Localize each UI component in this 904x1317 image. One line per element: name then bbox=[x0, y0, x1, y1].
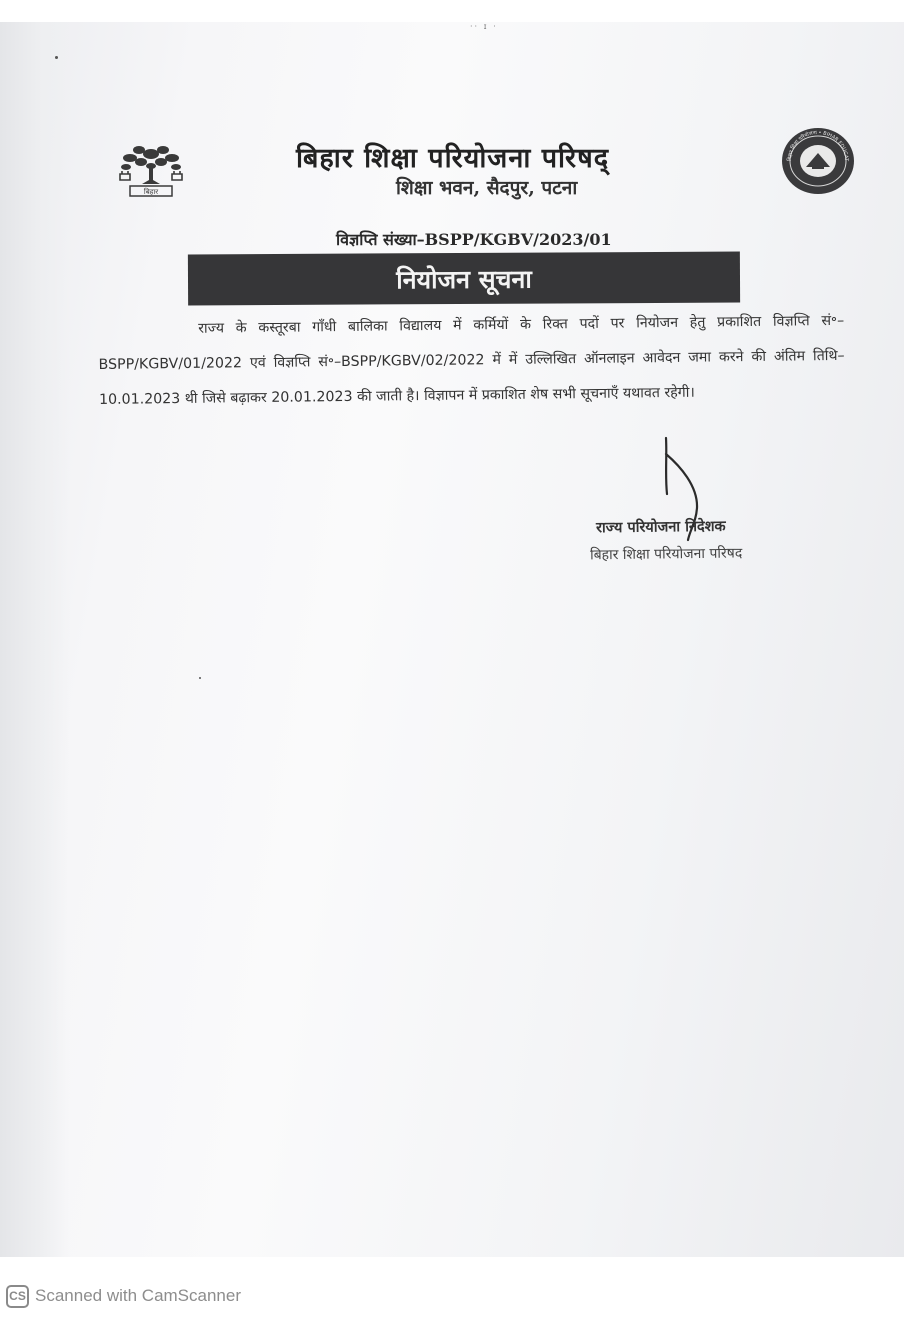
camscanner-text: Scanned with CamScanner bbox=[35, 1286, 242, 1305]
emblem-caption: बिहार bbox=[143, 188, 159, 196]
top-edge-ink-marks: ·· ɪ · bbox=[470, 22, 498, 31]
organization-address: शिक्षा भवन, सैदपुर, पटना bbox=[396, 177, 578, 199]
banner-title: नियोजन सूचना bbox=[396, 264, 532, 294]
organization-title: बिहार शिक्षा परियोजना परिषद् bbox=[296, 143, 610, 174]
bihar-education-project-seal-icon bbox=[779, 125, 857, 197]
scanned-page bbox=[0, 22, 904, 1257]
notice-banner bbox=[188, 252, 740, 306]
signatory-organization: बिहार शिक्षा परियोजना परिषद bbox=[589, 545, 743, 564]
camscanner-watermark bbox=[6, 1283, 241, 1309]
camscanner-logo-icon: CS bbox=[6, 1285, 29, 1308]
scan-speck bbox=[55, 56, 58, 59]
bodhi-tree-emblem-icon bbox=[112, 140, 190, 200]
paper-fold-shadow bbox=[0, 22, 70, 1257]
scan-speck bbox=[199, 677, 201, 679]
notice-body-paragraph: राज्य के कस्तूरबा गाँधी बालिका विद्यालय में कर्मियों के रिक्त पदों पर नियोजन हेतु प्रकाशित विज्ञप्ति सं॰–BSPP/KGBV/01/2022 एवं विज्ञप्ति सं॰–BSPP/KGBV/02/2022 में में उल्लिखित ऑनलाइन आवेदन जमा करने की अंतिम तिथि–10.01.2023 थी जिसे बढ़ाकर 20.01.2023 की जाती है। विज्ञापन में प्रकाशित शेष सभी सूचनाएँ यथावत रहेगी। bbox=[98, 312, 845, 408]
signatory-title: राज्य परियोजना निदेशक bbox=[595, 518, 726, 537]
notice-number: विज्ञप्ति संख्या–BSPP/KGBV/2023/01 bbox=[336, 230, 612, 249]
seal-ring-text: बिहार शिक्षा परियोजना • BIHAR EDUCAT bbox=[786, 129, 850, 162]
